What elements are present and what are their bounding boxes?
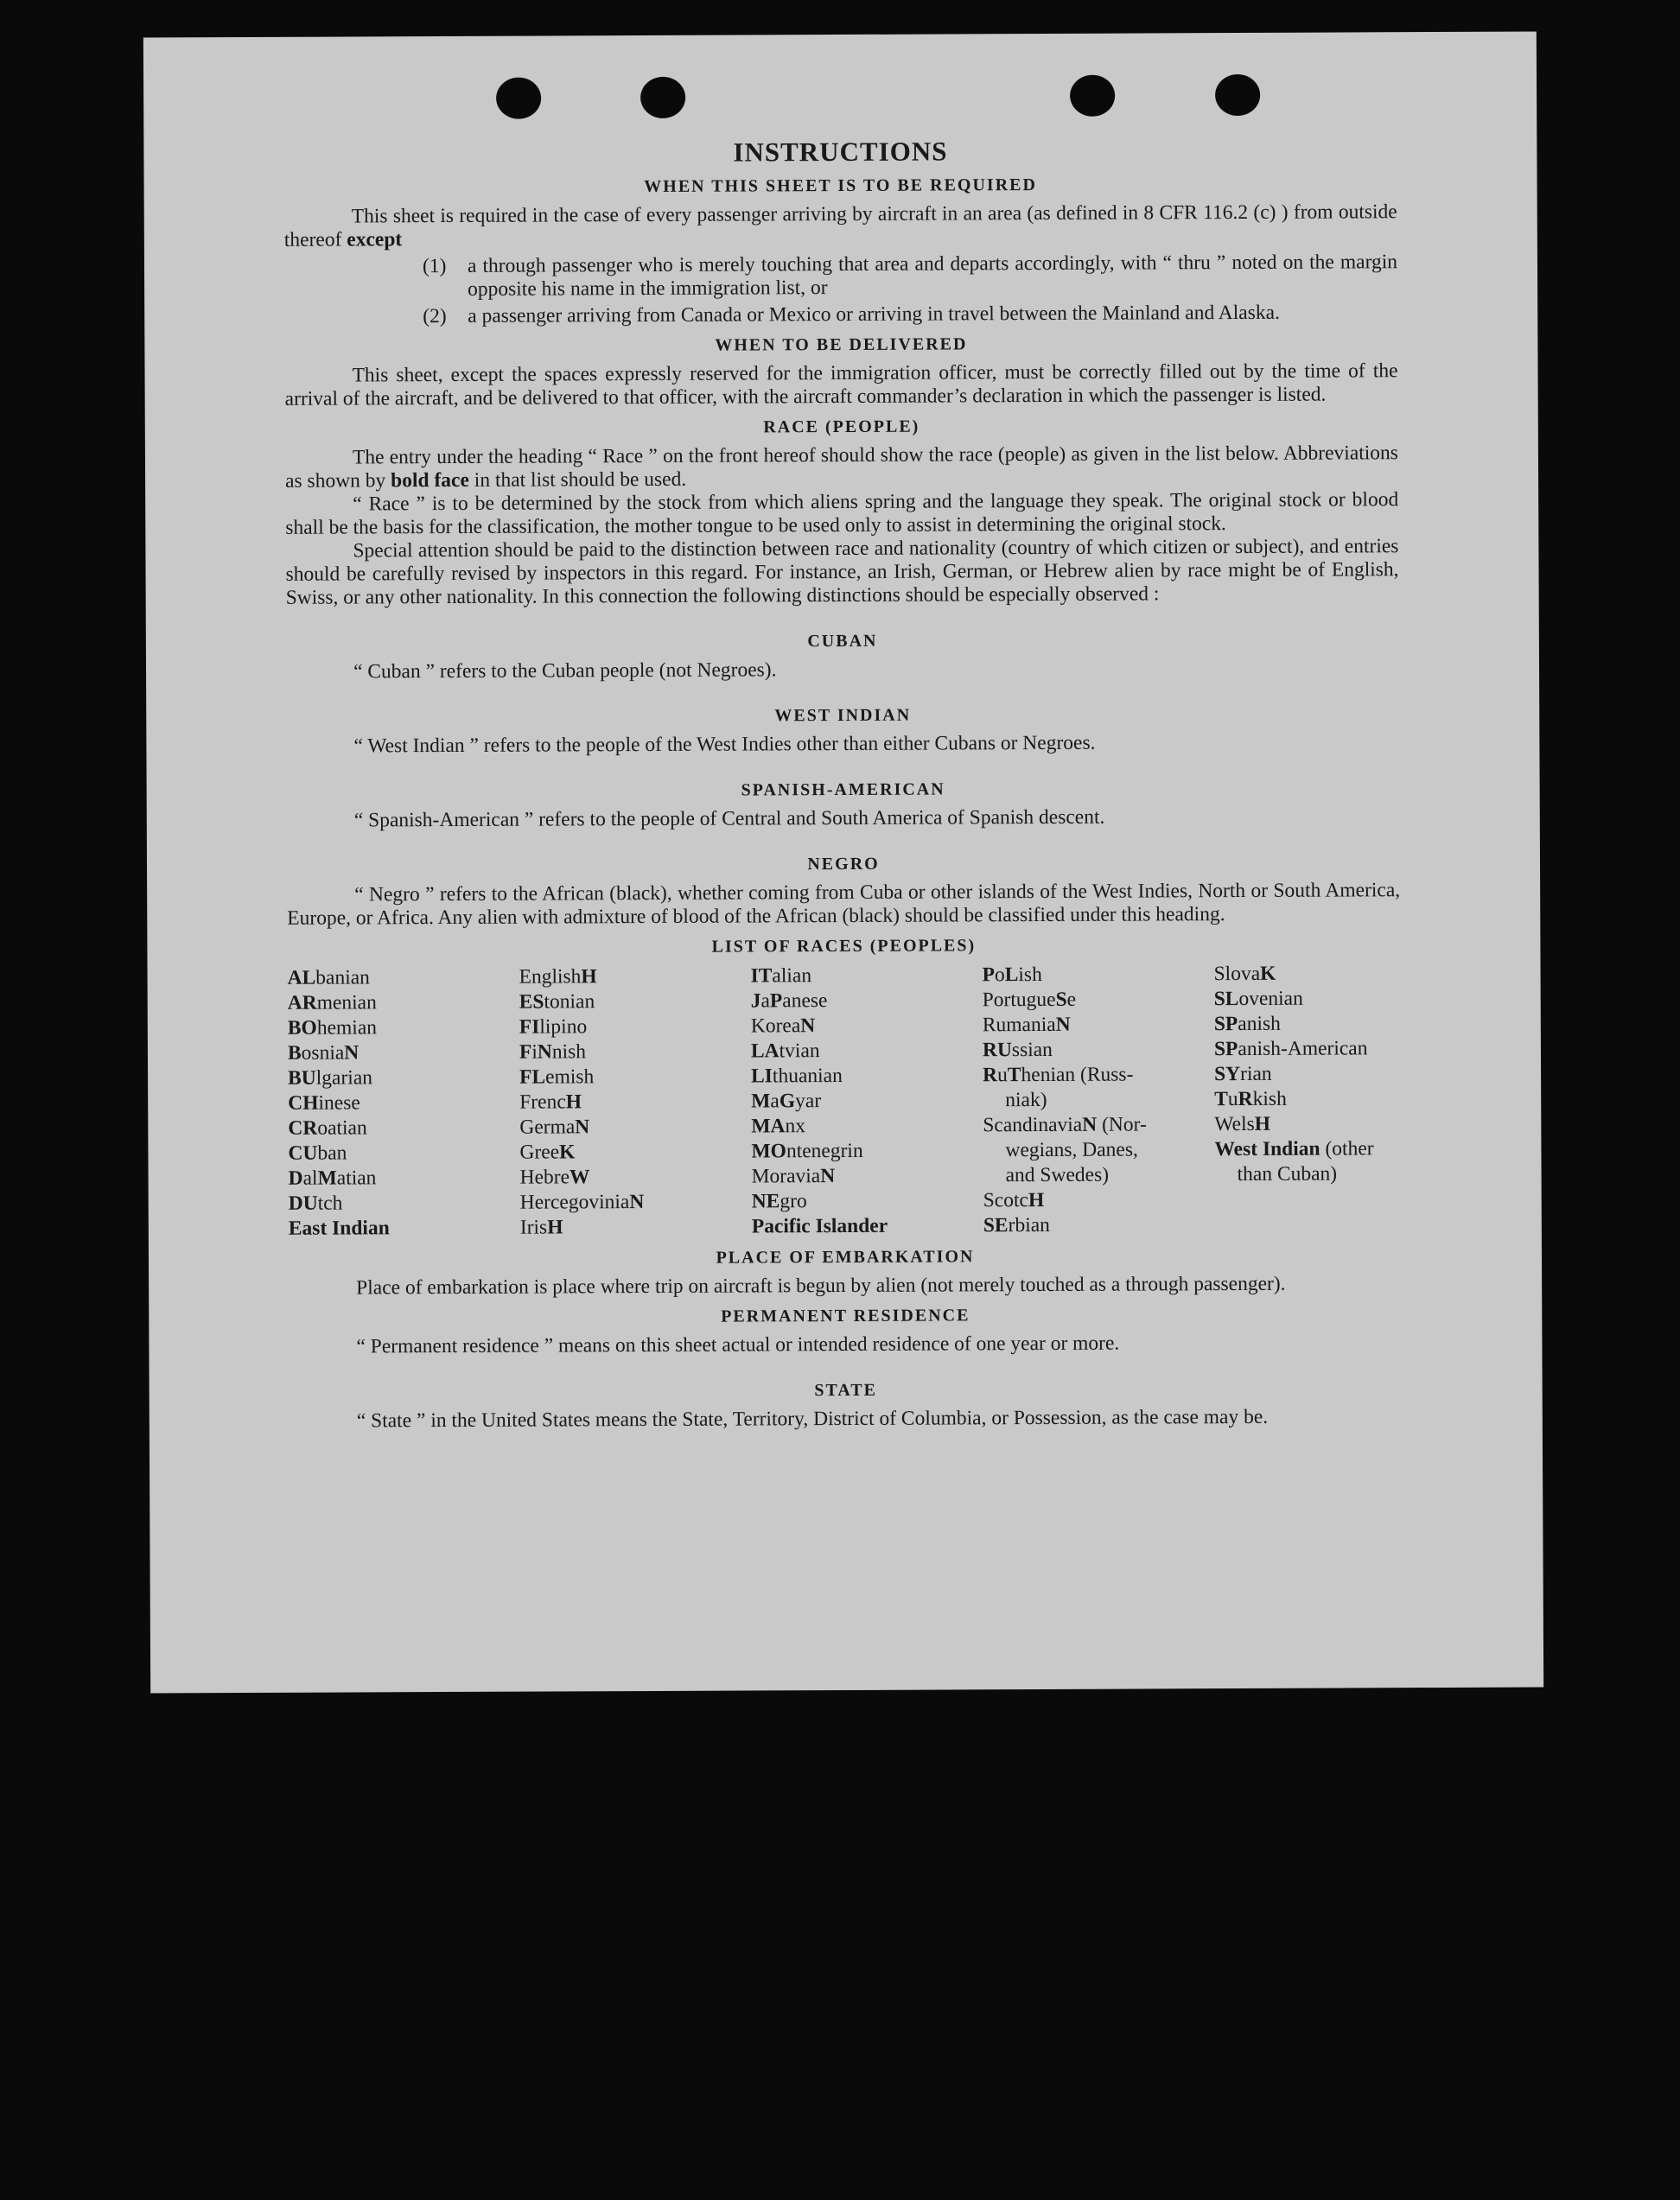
race-entry: JaPanese (750, 989, 828, 1013)
race-entry: SPanish (1213, 1012, 1281, 1036)
race-entry: CUban (288, 1141, 347, 1165)
race-entry: East Indian (288, 1217, 390, 1240)
required-intro: This sheet is required in the case of every passenger arriving by aircraft in an area (as defined in 8 CFR 116.2 (c) ) from outside thereof except (283, 200, 1397, 251)
race-entry: MOntenegrin (751, 1139, 863, 1163)
state-text: “ State ” in the United States means the State, Territory, District of Columbia, or Possession, as the case may be. (356, 1405, 1269, 1433)
race-entry: NEgro (751, 1190, 807, 1213)
race-entry: wegians, Danes, (1005, 1138, 1138, 1162)
heading-races-list: LIST OF RACES (PEOPLES) (711, 936, 977, 957)
race-entry: SErbian (983, 1213, 1050, 1237)
race-entry: GermaN (519, 1116, 590, 1139)
residence-text: “ Permanent residence ” means on this sheet actual or intended residence of one year or more. (356, 1332, 1120, 1358)
race-entry: ITalian (750, 964, 812, 988)
item-text: a through passenger who is merely touching that area and departs accordingly, with “ thru ” noted on the margin opposite his name in the immigration list, or (467, 251, 1398, 301)
punch-hole (640, 77, 685, 118)
instruction-sheet (143, 31, 1543, 1693)
race-paragraph-2: “ Race ” is to be determined by the stock from which aliens spring and the language they speak. The original stock or blood shall be the basis for the classification, the mother tongue to be used only to assist in determining the original stock. (285, 488, 1399, 539)
races-column (751, 963, 983, 1239)
heading-negro: NEGRO (807, 854, 880, 874)
race-entry: TuRkish (1214, 1087, 1287, 1111)
negro-text: “ Negro ” refers to the African (black), whether coming from Cuba or other islands of the West Indies, North or South America, Europe, or Africa. Any alien with admixture of blood of the African (black) should be classified under this heading. (287, 879, 1401, 930)
race-entry: BOhemian (287, 1016, 378, 1040)
race-entry: CRoatian (288, 1116, 367, 1140)
page-title: INSTRUCTIONS (733, 136, 948, 168)
item-number: (1) (422, 254, 447, 278)
race-entry: HebreW (519, 1166, 590, 1189)
races-list (288, 961, 1402, 1242)
race-entry: HercegoviniaN (519, 1191, 645, 1214)
race-entry: DalMatian (288, 1167, 377, 1190)
heading-state: STATE (814, 1380, 878, 1401)
race-entry: BUlgarian (288, 1066, 373, 1090)
race-entry: ScotcH (983, 1188, 1045, 1212)
item-number: (2) (423, 304, 447, 328)
race-entry: FiNnish (519, 1040, 587, 1064)
race-entry: SlovaK (1213, 962, 1276, 986)
heading-west-indian: WEST INDIAN (774, 705, 912, 726)
race-entry: FIlipino (519, 1015, 588, 1039)
race-entry: MoraviaN (751, 1165, 836, 1188)
spanish-american-text: “ Spanish-American ” refers to the people of Central and South America of Spanish descent. (353, 805, 1105, 832)
race-entry: MAnx (751, 1115, 806, 1138)
race-entry: EnglishH (519, 965, 597, 989)
race-entry: than Cuban) (1237, 1162, 1338, 1186)
race-entry: ARmenian (287, 991, 377, 1014)
required-item (284, 301, 1397, 329)
heading-residence: PERMANENT RESIDENCE (721, 1306, 970, 1326)
heading-spanish-american: SPANISH-AMERICAN (741, 779, 945, 800)
race-entry: FrencH (519, 1090, 582, 1114)
race-entry: SYrian (1214, 1062, 1272, 1086)
race-entry: ScandinaviaN (Nor- (983, 1113, 1147, 1137)
heading-cuban: CUBAN (807, 631, 878, 652)
race-entry: and Swedes) (1005, 1163, 1110, 1187)
race-entry: LAtvian (750, 1040, 820, 1063)
race-entry: GreeK (519, 1141, 576, 1164)
race-entry: BosniaN (287, 1041, 360, 1065)
race-entry: MaGyar (751, 1090, 822, 1113)
heading-required: WHEN THIS SHEET IS TO BE REQUIRED (644, 175, 1037, 196)
race-entry: SPanish-American (1213, 1037, 1368, 1061)
race-entry: RuThenian (Russ- (983, 1063, 1134, 1087)
race-entry: RumaniaN (982, 1013, 1071, 1037)
race-entry: niak) (1005, 1088, 1047, 1112)
race-entry: KoreaN (750, 1014, 816, 1038)
delivered-text: This sheet, except the spaces expressly reserved for the immigration officer, must be correctly filled out by the time of the arrival of the aircraft, and be delivered to that officer, with the aircraft commander’s declaration in which the passenger is listed. (284, 359, 1398, 410)
races-column (288, 965, 520, 1242)
race-entry: West Indian (other (1214, 1137, 1374, 1161)
embarkation-text: Place of embarkation is place where trip on aircraft is begun by alien (not merely touched as a through passenger). (356, 1272, 1286, 1300)
heading-race: RACE (PEOPLE) (763, 416, 920, 437)
races-column (1214, 961, 1447, 1237)
race-entry: IrisH (519, 1216, 563, 1239)
race-entry: PortugueSe (982, 988, 1077, 1012)
race-entry: LIthuanian (751, 1065, 843, 1088)
punch-hole (1070, 75, 1115, 117)
races-column (519, 963, 752, 1240)
races-column (983, 962, 1215, 1238)
race-entry: FLemish (519, 1065, 595, 1089)
race-entry: RUssian (982, 1038, 1053, 1062)
heading-embarkation: PLACE OF EMBARKATION (716, 1247, 975, 1268)
race-entry: ALbanian (287, 966, 370, 989)
race-entry: EStonian (519, 990, 595, 1014)
punch-hole (1215, 74, 1260, 116)
race-paragraph-3: Special attention should be paid to the distinction between race and nationality (country of which citizen or subject), and entries should be carefully revised by inspectors in this regard. For instance, an Irish, German, or Hebrew alien by race might be of English, Swiss, or any other nationality. In this connection the following distinctions should be especially observed : (285, 535, 1399, 609)
race-entry: CHinese (288, 1091, 360, 1115)
race-entry: Pacific Islander (751, 1214, 888, 1238)
race-entry: WelsH (1214, 1112, 1271, 1136)
required-item (284, 251, 1397, 302)
west-indian-text: “ West Indian ” refers to the people of the West Indies other than either Cubans or Negroes. (353, 731, 1096, 758)
race-entry: DUtch (288, 1192, 343, 1215)
heading-delivered: WHEN TO BE DELIVERED (715, 334, 968, 355)
cuban-text: “ Cuban ” refers to the Cuban people (not Negroes). (353, 658, 777, 684)
race-entry: PoLish (982, 963, 1042, 987)
punch-hole (496, 78, 541, 119)
item-text: a passenger arriving from Canada or Mexico or arriving in travel between the Mainland and Alaska. (468, 301, 1280, 327)
race-paragraph-1: The entry under the heading “ Race ” on the front hereof should show the race (people) as given in the list below. Abbreviations as shown by bold face in that list should be used. (285, 442, 1398, 493)
race-entry: SLovenian (1213, 987, 1303, 1011)
